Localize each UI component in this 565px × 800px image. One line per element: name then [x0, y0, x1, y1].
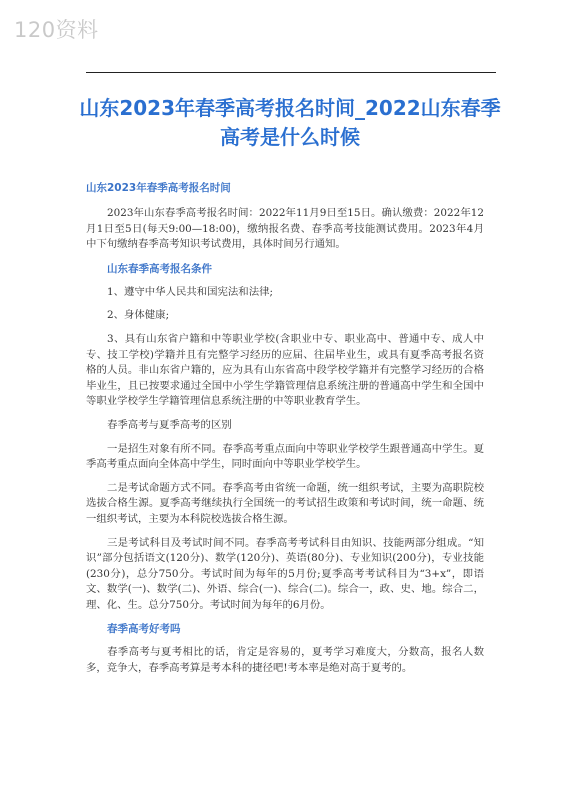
paragraph-is-it-easy: 春季高考与夏考相比的话，肯定是容易的，夏考学习难度大，分数高，报名人数多，竞争大，春季高考算是考本科的捷径吧!考本率是绝对高于夏考的。: [86, 646, 484, 675]
paragraph-condition-1: 1、遵守中华人民共和国宪法和法律;: [107, 285, 273, 298]
header-rule: [86, 72, 496, 73]
document-body: [86, 180, 484, 677]
section-heading-registration-time: 山东2023年春季高考报名时间: [86, 182, 231, 194]
paragraph-registration-time: 2023年山东春季高考报名时间：2022年11月9日至15日。确认缴费：2022年12月1日至5日(每天9:00—18:00)，缴纳报名费、春季高考技能测试费用。2023年4月中下旬缴纳春季高考知识考试费用，具体时间另行通知。: [86, 207, 484, 251]
paragraph-condition-2: 2、身体健康;: [107, 309, 170, 322]
paragraph-difference-3: 三是考试科目及考试时间不同。春季高考考试科目由知识、技能两部分组成。“知识”部分包括语文(120分)、数学(120分)、英语(80分)、专业知识(200分)，专业技能(230分)，总分750分。考试时间为每年的5月份;夏季高考考试科目为“3+x”，即语文、数学(一)、数学(二)、外语、综合(一)、综合(二)。综合一，政、史、地。综合二，理、化、生。总分750分。考试时间为每年的6月份。: [86, 536, 484, 611]
paragraph-difference-1: 一是招生对象有所不同。春季高考重点面向中等职业学校学生跟普通高中学生。夏季高考重点面向全体高中学生，同时面向中等职业学校学生。: [86, 442, 484, 471]
section-heading-registration-conditions: 山东春季高考报名条件: [107, 262, 212, 275]
watermark-logo: 120资料: [14, 18, 99, 42]
section-heading-is-it-easy: 春季高考好考吗: [107, 623, 181, 636]
paragraph-condition-3: 3、具有山东省户籍和中等职业学校(含职业中专、职业高中、普通中专、成人中专、技工学校)学籍并且有完整学习经历的应届、往届毕业生，或具有夏季高考报名资格的人员。非山东省户籍的，应为具有山东省高中段学校学籍并有完整学习经历的合格毕业生，且已按要求通过全国中小学生学籍管理信息系统注册的普通高中学生和全国中等职业学校学生学籍管理信息系统注册的中等职业教育学生。: [86, 332, 484, 408]
paragraph-difference-2: 二是考试命题方式不同。春季高考由省统一命题，统一组织考试，主要为高职院校选拔合格生源。夏季高考继续执行全国统一的考试招生政策和考试时间，统一命题、统一组织考试，主要为本科院校选拔合格生源。: [86, 481, 484, 525]
page-title: 山东2023年春季高考报名时间_2022山东春季高考是什么时候: [79, 96, 501, 149]
paragraph-difference-intro: 春季高考与夏季高考的区别: [107, 418, 232, 431]
